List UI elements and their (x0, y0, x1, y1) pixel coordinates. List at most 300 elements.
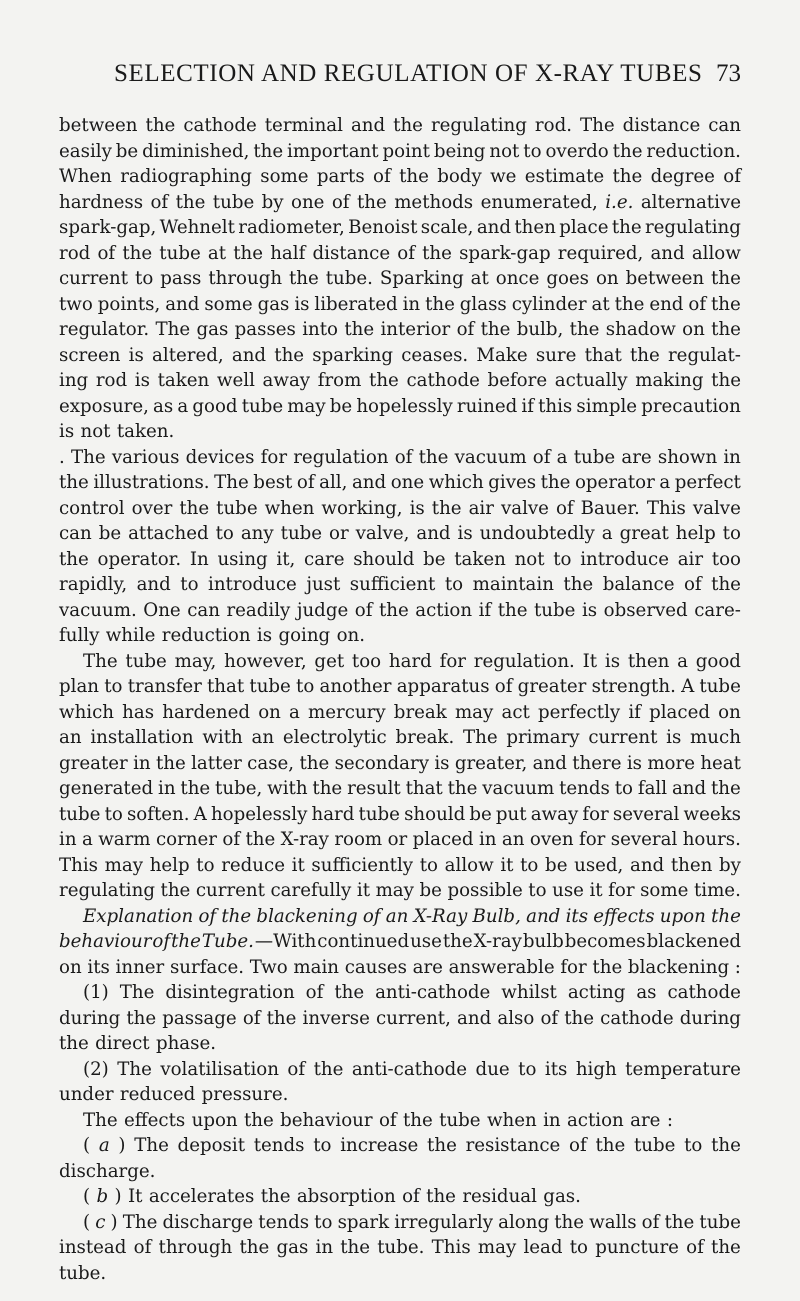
word: to (180, 574, 199, 595)
word: shown (657, 446, 718, 468)
word: regulation (293, 446, 389, 468)
word: rapidly, (59, 574, 128, 595)
text-line (59, 1159, 741, 1185)
word: It (582, 650, 598, 672)
word: possible (447, 880, 523, 901)
word: behaviour (59, 931, 152, 952)
word: the (402, 1109, 433, 1131)
word: for (608, 880, 635, 901)
word: inverse (302, 1007, 370, 1029)
word: disintegration (165, 982, 295, 1003)
word: cathode (600, 1007, 674, 1029)
text-line (59, 190, 741, 216)
word: of (373, 166, 391, 187)
text-line (59, 751, 741, 777)
word: introduce (208, 574, 297, 595)
word: The (71, 446, 106, 468)
word: which (59, 701, 114, 723)
word: the (244, 1109, 274, 1131)
word: gas. (543, 1186, 581, 1207)
word: in (723, 446, 741, 468)
word: tube (633, 1135, 676, 1156)
word: be (329, 395, 353, 417)
word: placed (649, 701, 710, 723)
word: by (719, 854, 741, 876)
word: This (59, 854, 98, 876)
word: to (614, 778, 633, 799)
word: terminal (264, 115, 343, 136)
word: the (592, 956, 623, 978)
word: primary (506, 727, 580, 748)
word: too (711, 548, 741, 570)
word: used, (574, 854, 624, 876)
word: pass (160, 268, 202, 289)
word: an (251, 727, 275, 748)
word: to (196, 854, 215, 876)
word: estimate (524, 166, 605, 187)
word: cathode (406, 370, 480, 391)
word: distance (312, 242, 391, 264)
word: the (431, 497, 462, 519)
word: and (136, 574, 171, 595)
word: hard (311, 803, 355, 825)
word: making (635, 370, 704, 391)
word: to (104, 803, 123, 825)
word: air (468, 497, 494, 519)
word: discharge. (59, 1160, 156, 1182)
word: perfectly (538, 701, 621, 723)
word: the (418, 446, 449, 468)
word: of (287, 1058, 306, 1080)
word: cathode (183, 115, 257, 136)
word: and (476, 217, 512, 238)
word: may (287, 395, 326, 417)
word: lead (523, 1237, 563, 1258)
word: perfect (674, 472, 741, 493)
text-line (59, 164, 741, 190)
word: undoubtedly (479, 523, 595, 544)
word: of (198, 905, 217, 927)
word: tube (439, 1109, 481, 1131)
text-line (59, 1031, 741, 1057)
word: reduce (221, 854, 285, 876)
word: ruined (456, 395, 518, 417)
word: be (545, 854, 568, 876)
word: and (650, 242, 685, 264)
word: the (711, 1135, 741, 1156)
word: on (59, 956, 82, 978)
word: be (115, 140, 139, 162)
word: for (560, 956, 587, 978)
word: reduction (161, 625, 251, 646)
word: upon (191, 1109, 238, 1131)
word: X-ray (473, 931, 522, 952)
word: the (393, 115, 423, 136)
word: cylinder (511, 293, 587, 315)
word: the (612, 166, 643, 187)
word: regulating (59, 880, 155, 901)
word: bulb (522, 931, 564, 952)
word: overdo (545, 140, 609, 162)
word: under (59, 1084, 114, 1105)
text-line (59, 776, 741, 802)
text-line (59, 445, 741, 471)
word: the (447, 778, 478, 799)
word: can (708, 115, 741, 136)
word: of (494, 676, 513, 697)
word: passes (234, 319, 296, 340)
word: the (239, 1237, 270, 1258)
word: Two (249, 956, 288, 978)
word: Bulb, (472, 905, 521, 927)
text-line (59, 1057, 741, 1083)
word: judge (296, 599, 349, 621)
word: ) (114, 1186, 122, 1207)
word: to (569, 1237, 588, 1258)
text-line (59, 215, 741, 241)
word: effects (123, 1109, 186, 1131)
word: be (98, 523, 122, 544)
word: upon (659, 905, 706, 927)
word: of (378, 1109, 397, 1131)
word: use (552, 880, 584, 901)
word: of (683, 574, 702, 595)
word: and (416, 523, 451, 544)
word: as (153, 395, 174, 417)
word: with (267, 778, 308, 799)
word: result (347, 778, 401, 799)
word: care (304, 548, 345, 570)
word: bulb, (516, 319, 564, 340)
word: tube. (377, 1237, 425, 1258)
word: a (98, 1135, 110, 1156)
word: between (59, 115, 138, 136)
word: and (526, 905, 561, 927)
word: The (83, 1109, 118, 1131)
text-line (59, 623, 741, 649)
word: being (433, 140, 486, 162)
word: and (351, 472, 387, 493)
word: attached (128, 523, 209, 544)
word: Benoist (348, 217, 418, 238)
word: the (299, 752, 330, 774)
word: best (253, 472, 293, 493)
word: the (313, 1058, 344, 1080)
text-line (59, 139, 741, 165)
word: generated (59, 778, 154, 799)
word: X-Ray (413, 905, 468, 927)
word: be (423, 548, 446, 570)
word: the (126, 1007, 157, 1029)
word: oven (529, 829, 574, 850)
word: the (175, 191, 206, 213)
word: the (171, 931, 201, 952)
word: much (690, 727, 741, 748)
word: the (569, 319, 600, 340)
word: introduce (580, 548, 670, 570)
word: while (105, 625, 156, 646)
text-line (59, 700, 741, 726)
word: is (581, 599, 598, 621)
word: When (59, 166, 112, 187)
word: This (646, 497, 686, 519)
word: the (480, 319, 511, 340)
word: break. (395, 727, 455, 748)
word: spark (337, 1211, 390, 1233)
word: answerable (448, 956, 555, 978)
word: direct (95, 1033, 150, 1054)
word: some (204, 293, 253, 315)
word: using (217, 548, 268, 570)
word: can (187, 599, 220, 621)
word: one (390, 472, 425, 493)
word: is (59, 421, 75, 442)
text-line (59, 521, 741, 547)
word: ( (83, 1211, 91, 1233)
word: as (636, 982, 657, 1003)
text-line (59, 649, 741, 675)
word: help (675, 523, 716, 544)
word: taken (157, 370, 210, 391)
word: the (612, 140, 643, 162)
word: rod (59, 242, 91, 264)
word: the (340, 1237, 371, 1258)
word: acting (567, 982, 626, 1003)
word: some (260, 166, 309, 187)
word: of (456, 319, 475, 340)
word: be (469, 803, 492, 825)
word: the (369, 370, 399, 391)
word: of (641, 1211, 660, 1233)
word: the (344, 319, 375, 340)
word: by (261, 191, 284, 213)
word: which (428, 472, 484, 493)
word: instead (59, 1237, 127, 1258)
word: tube. (59, 1262, 107, 1284)
word: gas (196, 319, 229, 340)
word: that (584, 344, 622, 366)
word: A (681, 676, 695, 697)
word: the (711, 268, 741, 289)
word: this (538, 395, 573, 417)
text-line (59, 598, 741, 624)
word: on (258, 701, 281, 723)
word: in (478, 829, 497, 850)
word: into (302, 319, 339, 340)
word: regulating (430, 115, 527, 136)
word: once (495, 268, 540, 289)
word: various (111, 446, 180, 468)
text-line (59, 802, 741, 828)
word: surface. (169, 956, 244, 978)
text-line (59, 547, 741, 573)
word: the (356, 191, 387, 213)
word: the (442, 931, 473, 952)
word: scale, (420, 217, 474, 238)
word: transfer (127, 676, 202, 697)
word: the (497, 599, 528, 621)
word: The (122, 1211, 158, 1233)
word: the (179, 497, 210, 519)
word: blackened (646, 931, 741, 952)
word: of (242, 1007, 261, 1029)
word: : (666, 1109, 673, 1131)
word: going (278, 625, 331, 646)
word: latter (191, 752, 242, 774)
word: with (202, 727, 243, 748)
word: valve (692, 497, 741, 519)
word: the (564, 1007, 595, 1029)
word: soften. (126, 803, 190, 825)
word: through (208, 268, 283, 289)
word: action (566, 1109, 624, 1131)
word: rod (95, 370, 128, 391)
word: in (133, 752, 151, 774)
word: valve, (355, 523, 410, 544)
word: b (96, 1186, 109, 1207)
text-line (59, 1108, 741, 1134)
word: altered, (152, 344, 224, 366)
word: sufficient (349, 574, 436, 595)
word: to (528, 880, 547, 901)
word: spark-gap, (59, 217, 157, 238)
word: valve (500, 497, 549, 519)
word: the (711, 1237, 741, 1258)
word: at (591, 293, 610, 315)
word: over (131, 497, 173, 519)
word: Tube. (201, 931, 254, 952)
word: several (612, 803, 680, 825)
word: illustrations. (93, 472, 210, 493)
word: the (59, 472, 89, 493)
word: then (514, 217, 556, 238)
word: a (677, 650, 688, 672)
word: causes (344, 956, 407, 978)
word: another (319, 676, 392, 697)
word: tube (249, 676, 291, 697)
page-number: 73 (716, 60, 741, 87)
word: tube (212, 191, 255, 213)
word: important (287, 140, 379, 162)
running-title: SELECTION AND REGULATION OF X-RAY TUBES (114, 60, 703, 87)
text-line (59, 368, 741, 394)
word: One (143, 599, 181, 621)
word: however, (224, 650, 307, 672)
word: corner (155, 829, 217, 850)
word: fully (59, 625, 100, 646)
word: tube. (325, 268, 373, 289)
word: Sparking (379, 268, 464, 289)
word: it (356, 880, 371, 901)
word: its (87, 956, 110, 978)
word: working, (321, 497, 403, 519)
word: cathode (667, 982, 741, 1003)
word: mercury (308, 701, 386, 723)
word: radiographing (120, 166, 252, 187)
word: away (262, 370, 311, 391)
word: tube (280, 523, 323, 544)
word: to (135, 268, 154, 289)
word: . (59, 446, 65, 468)
word: actually (554, 370, 628, 391)
text-line (59, 419, 741, 445)
word: to (314, 1211, 333, 1233)
word: It (127, 1186, 143, 1207)
text-line (59, 1235, 741, 1261)
text-line (59, 1210, 741, 1236)
word: behaviour (280, 1109, 373, 1131)
word: of (532, 446, 551, 468)
word: and (457, 1007, 492, 1029)
word: any (240, 523, 274, 544)
word: effects (593, 905, 655, 927)
word: of (222, 829, 241, 850)
word: gas (257, 293, 290, 315)
word: ceases. (401, 344, 469, 366)
word: goes (546, 268, 590, 289)
text-line (59, 317, 741, 343)
word: not (80, 421, 111, 442)
word: the (425, 293, 455, 315)
word: a (289, 701, 300, 723)
word: liberated (314, 293, 398, 315)
word: also (497, 1007, 535, 1029)
text-line (59, 1184, 741, 1210)
word: during (59, 1007, 121, 1029)
word: well (216, 370, 255, 391)
word: time. (693, 880, 741, 901)
word: place (559, 217, 609, 238)
word: In (189, 548, 209, 570)
text-line (59, 955, 741, 981)
word: The (155, 319, 191, 340)
word: is (409, 497, 425, 519)
word: sparking (312, 344, 393, 366)
word: allow (444, 854, 494, 876)
word: away (530, 803, 579, 825)
word: the (422, 242, 452, 264)
word: break (393, 701, 447, 723)
word: current (195, 880, 265, 901)
word: maintain (472, 574, 554, 595)
word: vacuum. (59, 599, 137, 621)
word: the (122, 242, 153, 264)
word: the (155, 752, 186, 774)
word: anti-cathode (351, 1058, 468, 1080)
word: care- (694, 599, 741, 621)
word: tends (559, 778, 610, 799)
word: tube (534, 599, 576, 621)
word: The (580, 115, 615, 136)
word: the (711, 370, 741, 391)
word: tube (159, 242, 201, 264)
word: if (628, 701, 641, 723)
word: get (314, 650, 345, 672)
word: high (575, 1058, 617, 1080)
word: degree (650, 166, 715, 187)
word: and (231, 344, 267, 366)
word: to (722, 523, 741, 544)
text-line (59, 1006, 741, 1032)
text-line (59, 266, 741, 292)
word: required, (557, 242, 644, 264)
word: screen (59, 344, 121, 366)
body-text (59, 113, 741, 1286)
word: of (362, 905, 381, 927)
word: a (556, 446, 568, 468)
word: the (399, 166, 429, 187)
word: tube (125, 650, 167, 672)
